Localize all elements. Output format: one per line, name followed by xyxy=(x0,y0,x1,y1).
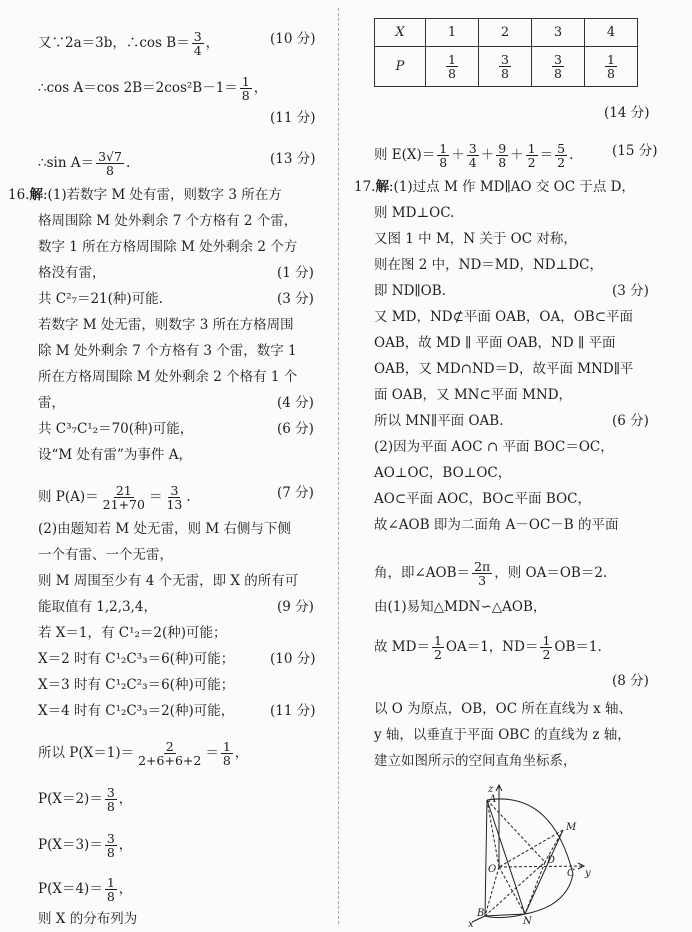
q16-line-10: 共 C³₇C¹₂＝70(种)可能， xyxy=(38,421,194,437)
label-n: N xyxy=(523,916,532,927)
score-9: (9 分) xyxy=(277,599,314,615)
table-cell: $\frac{3}{8}$ xyxy=(532,47,585,87)
label-b: B xyxy=(477,908,485,919)
label-x: x xyxy=(468,919,474,927)
table-cell: 1 xyxy=(426,19,479,47)
score-7: (7 分) xyxy=(277,485,314,501)
q17-line-12: AO⊥OC，BO⊥OC， xyxy=(374,465,512,481)
q17-line-7: OAB，故 MD ∥ 平面 OAB，ND ∥ 平面 xyxy=(374,335,616,351)
q16-line-3: 数字 1 所在方格周围除 M 处外剩余 2 个方 xyxy=(38,239,298,255)
q16-line-11: 设“M 处有雷”为事件 A， xyxy=(38,447,192,463)
line-md-nd: 故 MD＝ $\frac{1}{2}$ OA＝1，ND＝ $\frac{1}{2}$ OB＝1. xyxy=(374,633,602,662)
q17-line-3: 又图 1 中 M，N 关于 OC 对称， xyxy=(374,231,577,247)
line-cos-a: ∴cos A＝cos 2B＝2cos²B－1＝ $\frac{1}{8}$ ， xyxy=(38,74,268,103)
q16-line-16: 若 X＝1，有 C¹₂＝2(种)可能； xyxy=(38,625,227,641)
q16-line-12: (2)由题知若 M 处无雷，则 M 右侧与下侧 xyxy=(38,521,291,537)
q17-line-13: AO⊂平面 AOC，BO⊂平面 BOC， xyxy=(374,491,591,507)
q16-line-9: 雷， xyxy=(38,395,65,411)
line-cos-b: 又∵2a＝3b，∴cos B＝ $\frac{3}{4}$ ， xyxy=(38,29,220,58)
arc-cb xyxy=(485,874,573,918)
q16-line-6: 若数字 M 处无雷，则数字 3 所在方格周围 xyxy=(38,317,294,333)
label-a: A xyxy=(489,794,497,805)
q16-line-13: 一个有雷、一个无雷， xyxy=(38,547,173,563)
table-cell: 3 xyxy=(532,19,585,47)
label-y: y xyxy=(585,868,591,879)
q16-line-19: X＝4 时有 C¹₂C³₃＝2(种)可能， xyxy=(38,703,235,719)
line-expectation: 则 E(X)＝ $\frac{1}{8}$ ＋ $\frac{3}{4}$ ＋ $\frac{9}{8}$ ＋ $\frac{1}{2}$ ＝ $\frac{5}{2}$ . xyxy=(374,141,574,170)
q16-line-2: 格周围除 M 处外剩余 7 个方格有 2 个雷， xyxy=(38,213,298,229)
q16-line-5: 共 C²₇＝21(种)可能. xyxy=(38,291,163,307)
label-z: z xyxy=(488,784,494,795)
edge-ab xyxy=(485,800,487,916)
score-10b: (10 分) xyxy=(270,651,316,667)
line-p-x3: P(X＝3)＝ $\frac{3}{8}$ ， xyxy=(38,831,133,860)
line-p-x2: P(X＝2)＝ $\frac{3}{8}$ ， xyxy=(38,785,133,814)
table-row xyxy=(375,47,638,87)
label-m: M xyxy=(566,822,577,833)
q17-line-16: 以 O 为原点，OB，OC 所在直线为 x 轴、 xyxy=(374,701,633,717)
column-divider xyxy=(338,8,339,924)
score-1: (1 分) xyxy=(277,265,314,281)
score-4: (4 分) xyxy=(277,395,314,411)
table-header-x: X xyxy=(375,19,426,47)
q17-number: 17. xyxy=(354,179,376,195)
q16-number: 16. xyxy=(8,187,30,203)
score-6b: (6 分) xyxy=(612,413,649,429)
q16-line-8: 所在方格周围除 M 处外剩余 2 个格有 1 个 xyxy=(38,369,298,385)
score-11: (11 分) xyxy=(270,110,316,126)
q17-line-2: 则 MD⊥OC. xyxy=(374,205,455,221)
score-11b: (11 分) xyxy=(270,703,316,719)
distribution-table xyxy=(374,18,638,87)
score-8: (8 分) xyxy=(612,673,649,689)
score-10: (10 分) xyxy=(270,31,316,47)
q16-line-15: 能取值有 1,2,3,4， xyxy=(38,599,158,615)
q17-line-5: 即 ND∥OB. xyxy=(374,283,446,299)
line-p-x1: 所以 P(X＝1)＝ $\frac{2}{2+6+6+2}$ ＝ $\frac{1}{8}$ ， xyxy=(38,739,249,768)
line-angle: 角，即∠AOB＝ $\frac{2\pi}{3}$ ，则 OA＝OB＝2. xyxy=(374,559,608,588)
q17-line-10: 所以 MN∥平面 OAB. xyxy=(374,413,504,429)
q17-line-17: y 轴，以垂直于平面 OBC 的直线为 z 轴， xyxy=(374,727,631,743)
table-cell: 2 xyxy=(479,19,532,47)
q16-line-14: 则 M 周围至少有 4 个无雷，即 X 的所有可 xyxy=(38,573,299,589)
table-header-p: P xyxy=(375,47,426,87)
q16-line-last: 则 X 的分布列为 xyxy=(38,911,138,927)
edge-an xyxy=(487,800,525,914)
edge-dn xyxy=(525,862,545,914)
label-c: C xyxy=(567,868,575,879)
score-14: (14 分) xyxy=(604,105,650,121)
q17-line-11: (2)因为平面 AOC ∩ 平面 BOC＝OC， xyxy=(374,439,614,455)
q17-line-4: 则在图 2 中，ND＝MD，ND⊥DC， xyxy=(374,257,603,273)
q17-line-14: 故∠AOB 即为二面角 A－OC－B 的平面 xyxy=(374,517,619,533)
score-3b: (3 分) xyxy=(612,283,649,299)
table-row xyxy=(375,19,638,47)
score-3: (3 分) xyxy=(277,291,314,307)
q17-line-9: 面 OAB，又 MN⊂平面 MND， xyxy=(374,387,573,403)
q16-line-4: 格没有雷， xyxy=(38,265,106,281)
label-o: O xyxy=(488,864,497,875)
line-p-a: 则 P(A)＝ $\frac{21}{21+70}$ ＝ $\frac{3}{13}$ . xyxy=(38,483,191,512)
coordinate-figure xyxy=(447,782,607,927)
q16-solution-label: 解 xyxy=(29,187,43,203)
q16-line-1: 16.解:(1)若数字 M 处有雷，则数字 3 所在方 xyxy=(8,187,282,203)
q16-line-7: 除 M 处外剩余 7 个方格有 3 个雷，数字 1 xyxy=(38,343,297,359)
q17-line-8: OAB，又 MD∩ND＝D，故平面 MND∥平 xyxy=(374,361,634,377)
q17-line-15: 由(1)易知△MDN∽△AOB， xyxy=(374,599,547,615)
q17-line-6: 又 MD，ND⊄平面 OAB，OA，OB⊂平面 xyxy=(374,309,634,325)
line-p-x4: P(X＝4)＝ $\frac{1}{8}$ ， xyxy=(38,875,133,904)
table-cell: $\frac{1}{8}$ xyxy=(426,47,479,87)
line-sin-a: ∴sin A＝ $\frac{3√7}{8}$ . xyxy=(38,149,131,178)
table-cell: 4 xyxy=(585,19,638,47)
q16-line-17: X＝2 时有 C¹₂C³₃＝6(种)可能； xyxy=(38,651,235,667)
q17-solution-label: 解 xyxy=(375,179,389,195)
q17-line-1: 17.解:(1)过点 M 作 MD∥AO 交 OC 于点 D， xyxy=(354,179,635,195)
table-cell: $\frac{3}{8}$ xyxy=(479,47,532,87)
q16-line-18: X＝3 时有 C¹₂C²₃＝6(种)可能； xyxy=(38,677,235,693)
score-6: (6 分) xyxy=(277,421,314,437)
label-d: D xyxy=(547,855,556,866)
edge-ao xyxy=(487,800,499,867)
score-15: (15 分) xyxy=(612,143,658,159)
table-cell: $\frac{1}{8}$ xyxy=(585,47,638,87)
score-13: (13 分) xyxy=(270,151,316,167)
q17-line-18: 建立如图所示的空间直角坐标系， xyxy=(374,753,577,769)
edge-mn xyxy=(525,830,563,914)
